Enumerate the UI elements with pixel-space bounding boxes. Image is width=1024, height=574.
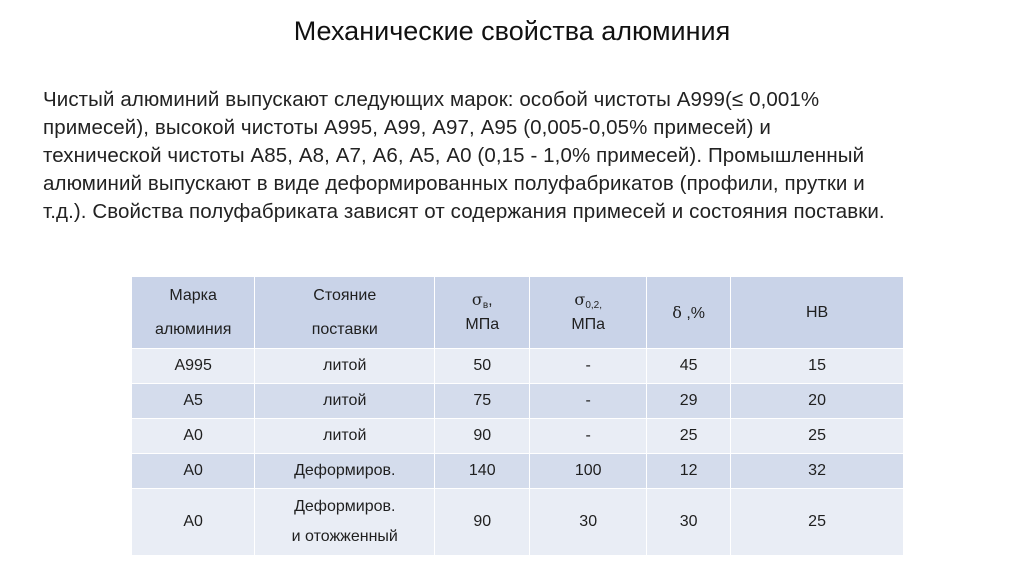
cell-grade: А0: [132, 454, 255, 489]
table-row: [132, 489, 904, 556]
sigma-b-unit: МПа: [465, 316, 500, 333]
intro-line: т.д.). Свойства полуфабриката зависят от содержания примесей и состояния поставки.: [43, 200, 885, 223]
cell-state: Деформиров.: [255, 454, 435, 489]
header-sigma-02: [530, 277, 647, 349]
cell-hb: 20: [731, 384, 904, 419]
cell-state-line2: и отожженный: [291, 528, 398, 545]
cell-sigma-02: -: [530, 384, 647, 419]
cell-sigma-02: -: [530, 419, 647, 454]
intro-line: технической чистоты А85, А8, А7, А6, А5, А0 (0,15 - 1,0% примесей). Промышленный: [43, 144, 865, 167]
header-grade-line2: алюминия: [154, 320, 232, 338]
cell-delta: 30: [647, 489, 731, 556]
cell-sigma-b: 50: [435, 349, 530, 384]
cell-delta: 25: [647, 419, 731, 454]
header-grade: [132, 277, 255, 349]
table-row: [132, 349, 904, 384]
header-state-line2: поставки: [311, 320, 378, 338]
cell-delta: 12: [647, 454, 731, 489]
header-sigma-b: [435, 277, 530, 349]
cell-state-line1: Деформиров.: [294, 498, 396, 515]
table-row: [132, 454, 904, 489]
cell-grade: А995: [132, 349, 255, 384]
cell-grade: А5: [132, 384, 255, 419]
delta-symbol: δ: [672, 302, 682, 322]
sigma-02-subscript: 0,2,: [585, 300, 602, 311]
cell-hb: 25: [731, 489, 904, 556]
table-row: [132, 419, 904, 454]
intro-line: Чистый алюминий выпускают следующих марок: особой чистоты А999(≤ 0,001%: [43, 88, 820, 111]
cell-sigma-02: 100: [530, 454, 647, 489]
intro-paragraph: [43, 86, 1003, 226]
cell-sigma-b: 75: [435, 384, 530, 419]
cell-grade: А0: [132, 489, 255, 556]
header-state: [255, 277, 435, 349]
sigma-b-subscript: в: [482, 300, 489, 311]
cell-sigma-02: -: [530, 349, 647, 384]
cell-hb: 32: [731, 454, 904, 489]
cell-sigma-02: 30: [530, 489, 647, 556]
intro-line: алюминий выпускают в виде деформированных полуфабрикатов (профили, прутки и: [43, 172, 865, 195]
cell-state: литой: [255, 349, 435, 384]
table-row: [132, 384, 904, 419]
cell-sigma-b: 90: [435, 489, 530, 556]
intro-line: примесей), высокой чистоты А995, А99, А97, А95 (0,005-0,05% примесей) и: [43, 116, 771, 139]
sigma-b-symbol: σ: [471, 290, 483, 309]
cell-delta: 45: [647, 349, 731, 384]
page-title: Механические свойства алюминия: [293, 16, 731, 46]
cell-state: [255, 489, 435, 556]
cell-hb: 15: [731, 349, 904, 384]
sigma-b-comma: ,: [488, 292, 493, 309]
header-hb: НВ: [731, 277, 904, 349]
cell-state: литой: [255, 384, 435, 419]
sigma-02-unit: МПа: [571, 316, 606, 333]
cell-sigma-b: 90: [435, 419, 530, 454]
cell-hb: 25: [731, 419, 904, 454]
cell-grade: А0: [132, 419, 255, 454]
header-delta: [647, 277, 731, 349]
sigma-02-symbol: σ: [574, 290, 586, 309]
header-grade-line1: Марка: [169, 286, 217, 304]
properties-table: [131, 276, 904, 556]
header-state-line1: Стояние: [313, 286, 377, 304]
cell-sigma-b: 140: [435, 454, 530, 489]
cell-delta: 29: [647, 384, 731, 419]
delta-unit: ,%: [681, 304, 705, 322]
cell-state: литой: [255, 419, 435, 454]
table-header-row: [132, 277, 904, 349]
